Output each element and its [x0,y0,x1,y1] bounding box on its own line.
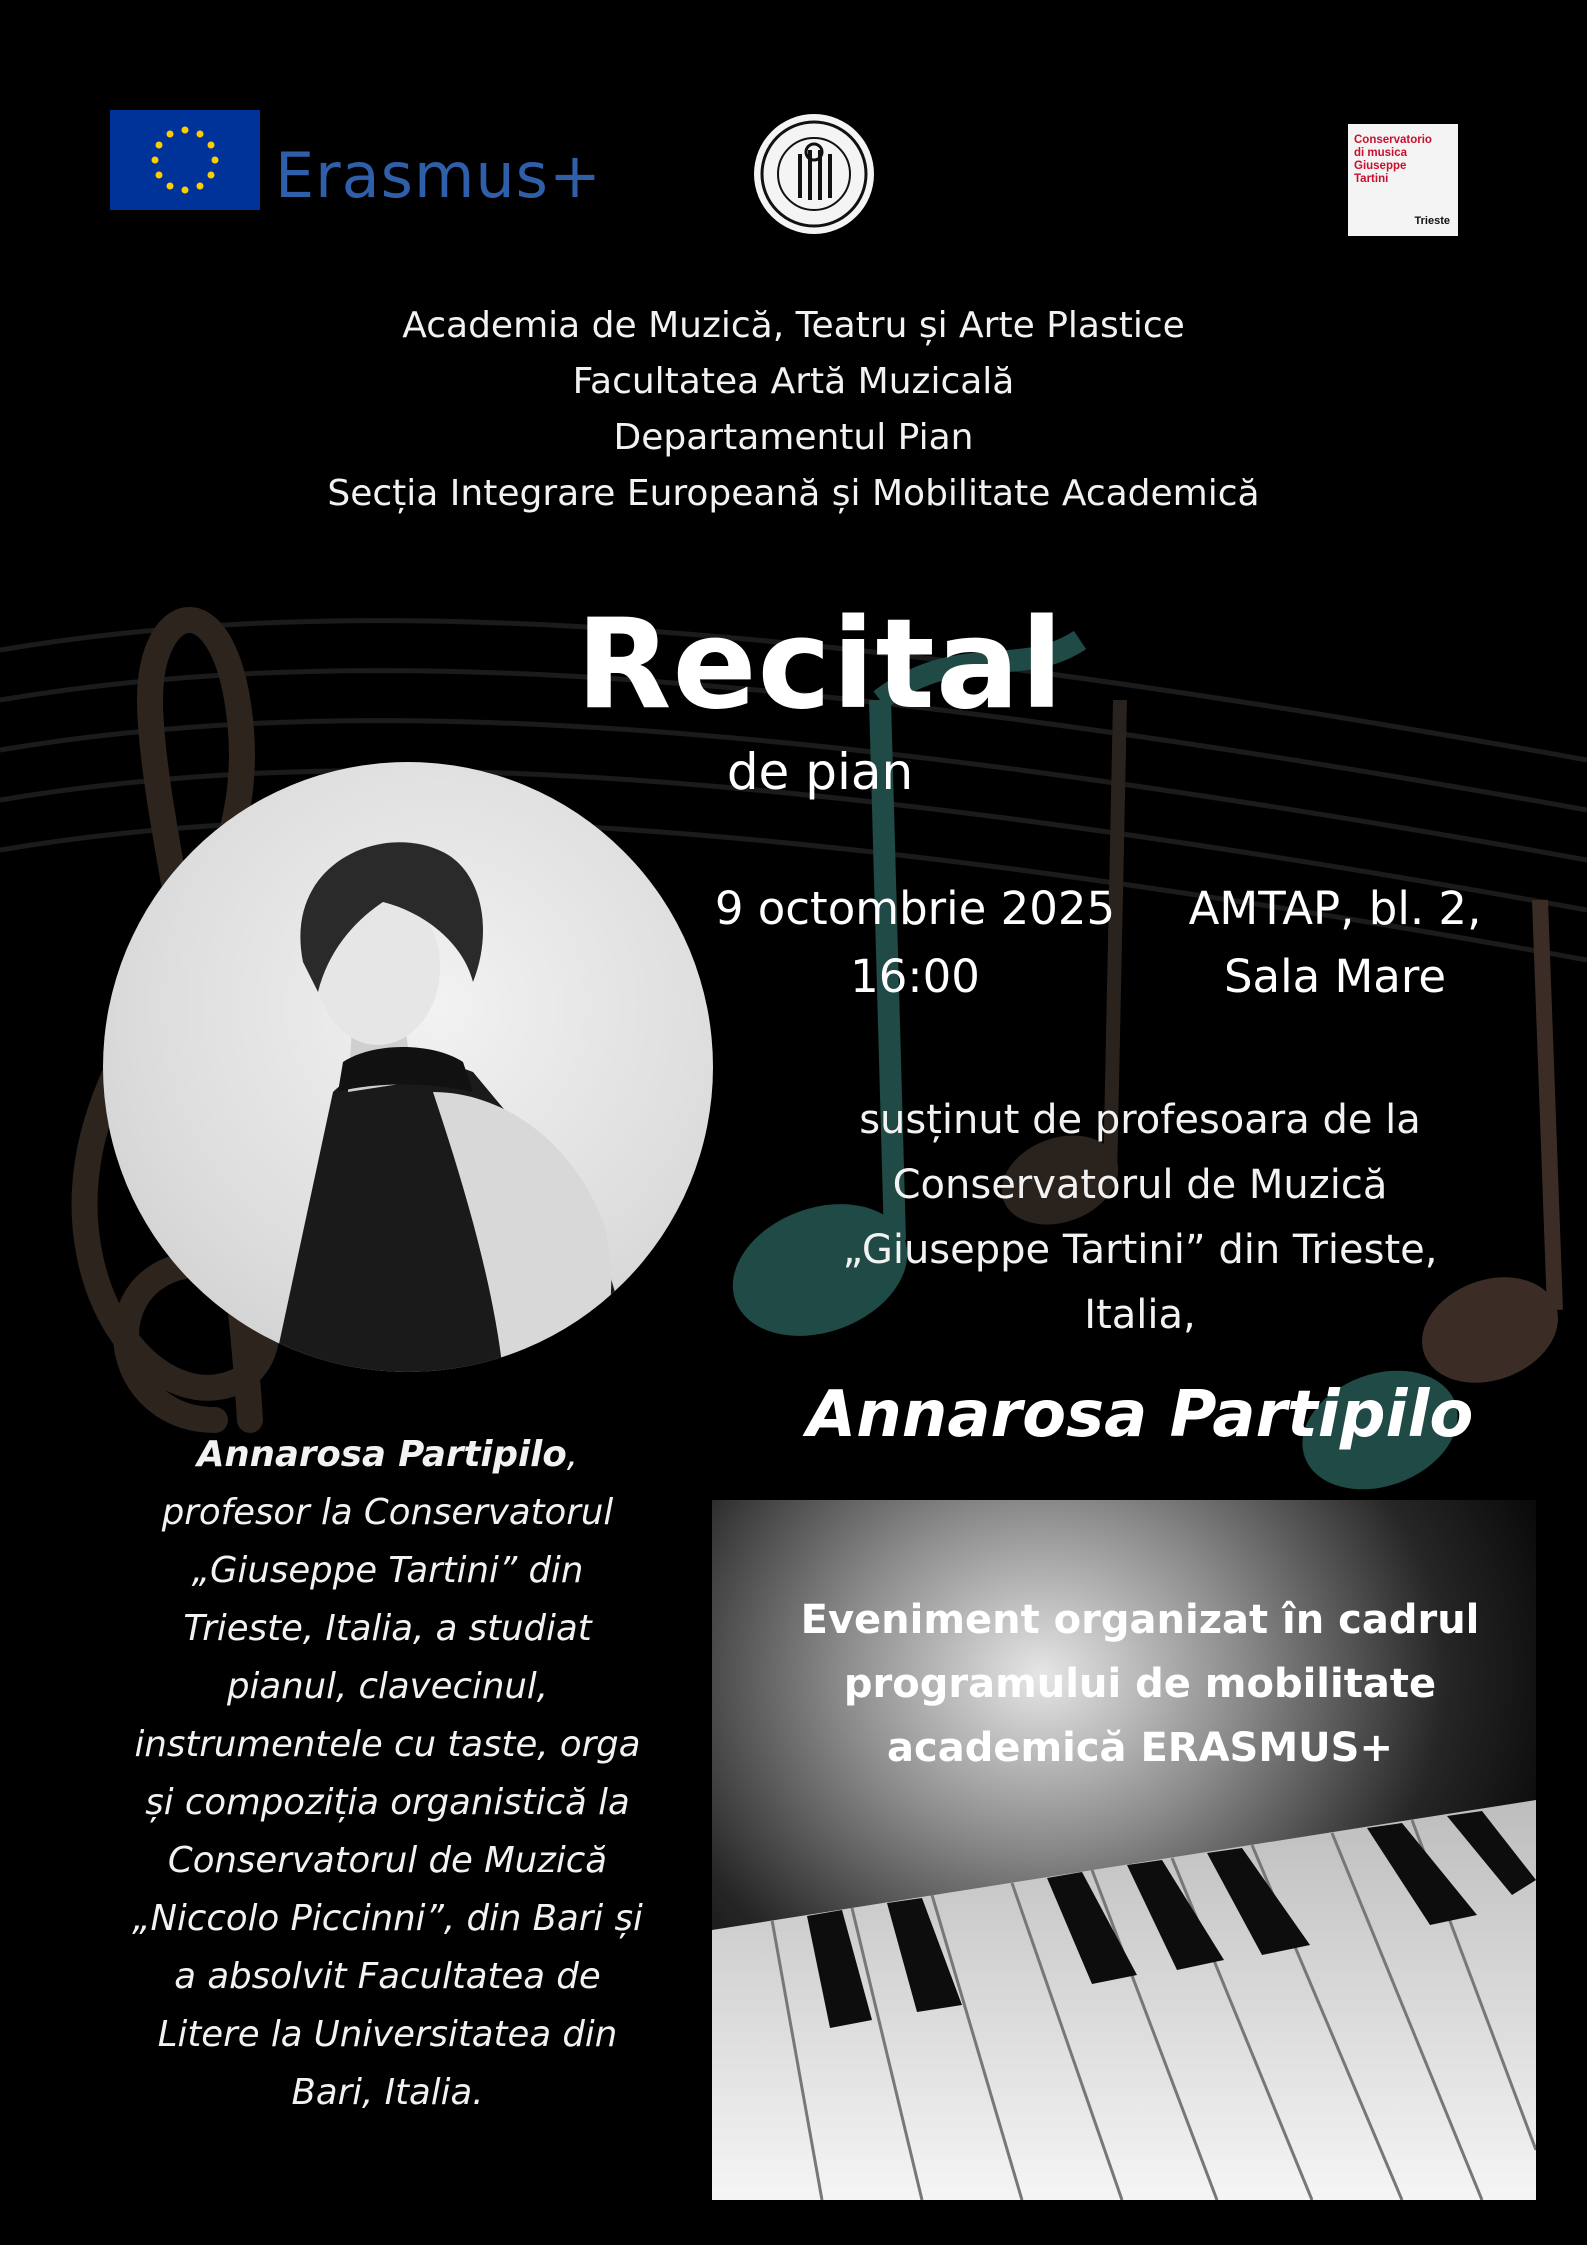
eu-flag-icon [110,110,260,210]
section-name: Secția Integrare Europeană și Mobilitate Academică [327,473,1260,514]
performer-photo [103,762,713,1372]
supported-by-text: susținut de profesoara de la Conservatorul de Muzică „Giuseppe Tartini” din Trieste, Italia, [842,1097,1438,1338]
event-time: 16:00 [850,950,980,1003]
erasmus-logo-text: Erasmus+ [275,139,602,212]
event-datetime [690,875,1140,1011]
event-venue [1170,875,1500,1011]
performer-portrait-illustration [103,762,713,1372]
bio-first-line: Annarosa Partipilo, [196,1434,579,1475]
performer-bio: Annarosa Partipilo, profesor la Conservatorul „Giuseppe Tartini” din Trieste, Italia, a studiat pianul, clavecinul, instrumentele cu taste, orga și compoziția organistică la Conservatorul de Muzică „Niccolo Piccinni”, din Bari și a absolvit Facultatea de Litere la Universitatea din Bari, Italia. [95,1426,680,2122]
department-name: Departamentul Pian [613,417,974,458]
conservatorio-tartini-logo: Conservatorio di musica Giuseppe Tartini Trieste [1348,124,1458,236]
venue-line-1: AMTAP, bl. 2, [1188,882,1482,935]
faculty-name: Facultatea Artă Muzicală [572,361,1015,402]
performer-name: Annarosa Partipilo [806,1378,1474,1452]
venue-line-2: Sala Mare [1223,950,1447,1003]
bio-name: Annarosa Partipilo [196,1434,567,1475]
erasmus-program-note: Eveniment organizat în cadrul programului de mobilitate academică ERASMUS+ [800,1597,1480,1771]
event-title: Recital [575,593,1065,737]
event-subtitle: de pian [726,743,914,801]
academy-seal-icon [750,110,878,238]
academy-name: Academia de Muzică, Teatru și Arte Plastice [402,305,1185,346]
institution-header [200,298,1387,522]
event-date: 9 octombrie 2025 [714,882,1116,935]
